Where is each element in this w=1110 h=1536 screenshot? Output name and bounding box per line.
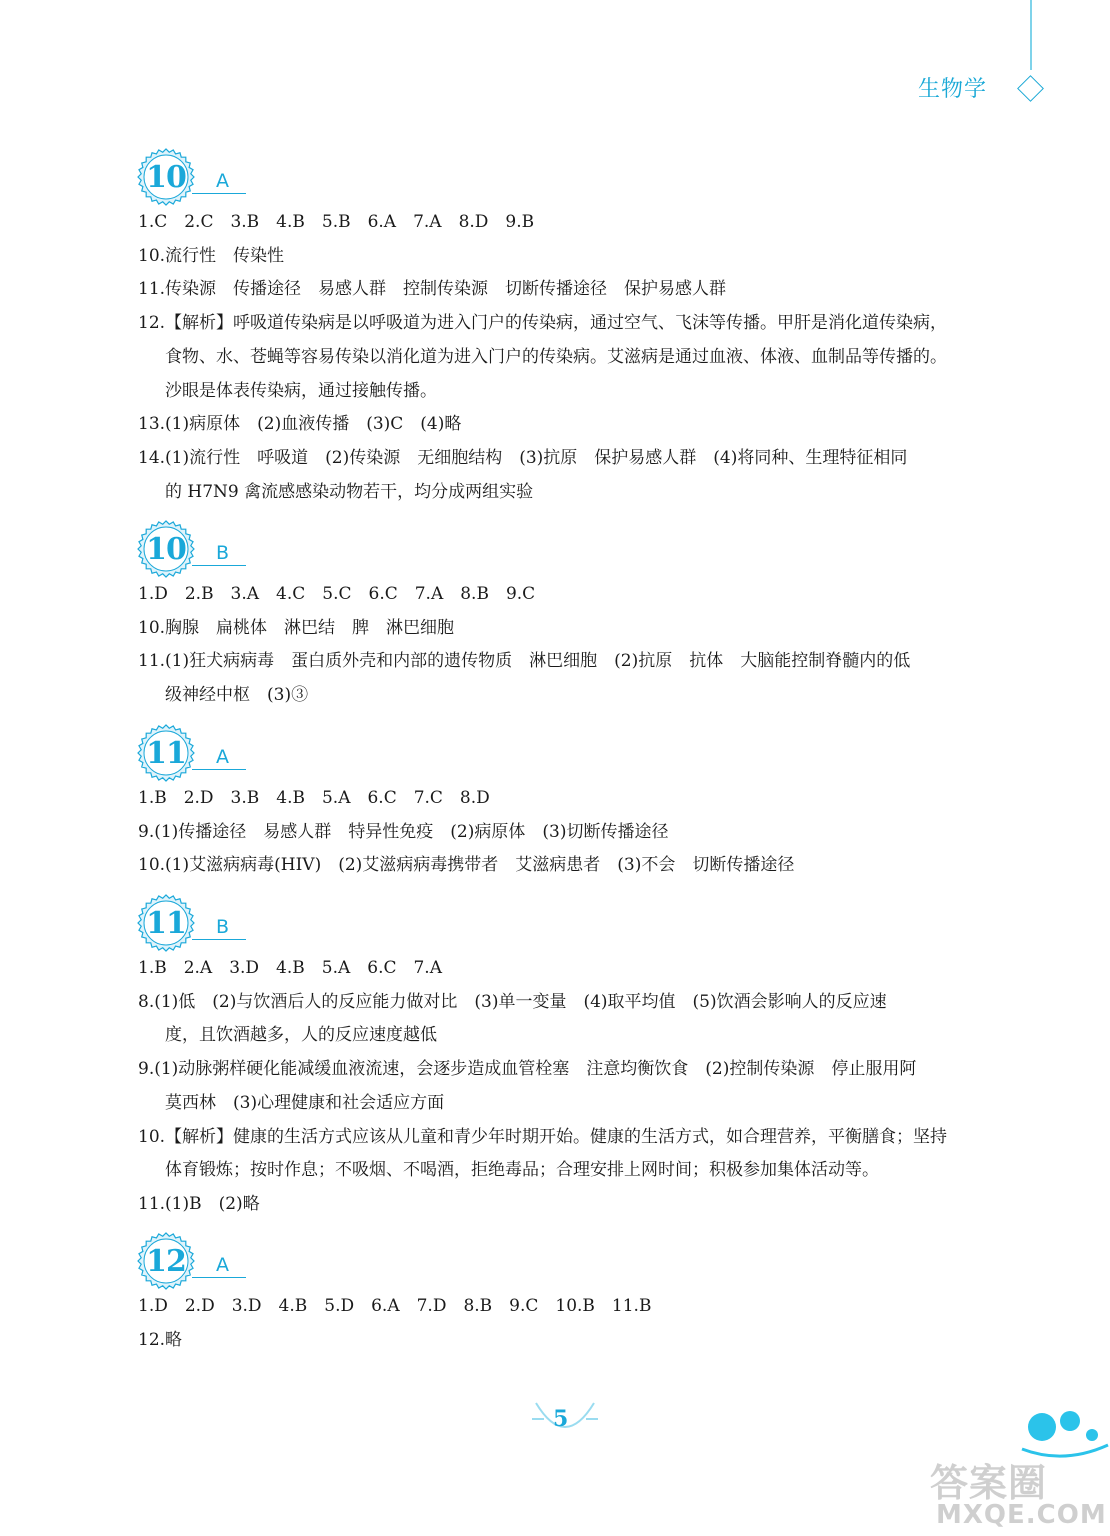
lesson-variant: B bbox=[216, 542, 230, 564]
lesson-number: 11 bbox=[146, 905, 186, 941]
answer-line: 的 H7N9 禽流感感染动物若干，均分成两组实验 bbox=[165, 481, 534, 502]
watermark-url: MXQE.COM bbox=[936, 1500, 1107, 1530]
subject-title: 生物学 bbox=[918, 77, 988, 102]
lesson-variant: A bbox=[216, 1254, 229, 1276]
answer-line: 10.(1)艾滋病病毒(HIV) (2)艾滋病病毒携带者 艾滋病患者 (3)不会 切断传播途径 bbox=[138, 855, 795, 876]
lesson-badge-icon bbox=[137, 894, 195, 952]
answer-line: 11.(1)狂犬病病毒 蛋白质外壳和内部的遗传物质 淋巴细胞 (2)抗原 抗体 大脑能控制脊髓内的低 bbox=[138, 651, 911, 672]
answer-line: 食物、水、苍蝇等容易传染以消化道为进入门户的传染病。艾滋病是通过血液、体液、血制品等传播的。 bbox=[165, 346, 947, 367]
lesson-badge-icon bbox=[137, 724, 195, 782]
answer-line: 14.(1)流行性 呼吸道 (2)传染源 无细胞结构 (3)抗原 保护易感人群 (4)将同种、生理特征相同 bbox=[138, 447, 908, 468]
lesson-variant: A bbox=[216, 170, 229, 192]
answer-line: 级神经中枢 (3)③ bbox=[165, 685, 309, 706]
answer-line: 12.【解析】呼吸道传染病是以呼吸道为进入门户的传染病，通过空气、飞沫等传播。甲肝是消化道传染病， bbox=[138, 313, 948, 334]
header-divider-line bbox=[1030, 0, 1032, 70]
lesson-number: 10 bbox=[146, 531, 186, 567]
lesson-number: 12 bbox=[146, 1243, 186, 1279]
lesson-number: 11 bbox=[146, 735, 186, 771]
answer-line: 13.(1)病原体 (2)血液传播 (3)C (4)略 bbox=[138, 414, 462, 435]
lesson-variant: B bbox=[216, 916, 230, 938]
answer-line: 10.流行性 传染性 bbox=[138, 245, 285, 266]
answer-line: 1.B 2.D 3.B 4.B 5.A 6.C 7.C 8.D bbox=[138, 788, 490, 808]
answer-line: 9.(1)传播途径 易感人群 特异性免疫 (2)病原体 (3)切断传播途径 bbox=[138, 821, 669, 842]
variant-underline bbox=[192, 193, 246, 194]
answer-line: 1.D 2.B 3.A 4.C 5.C 6.C 7.A 8.B 9.C bbox=[138, 584, 536, 604]
answer-line: 沙眼是体表传染病，通过接触传播。 bbox=[165, 380, 437, 401]
answer-line: 1.B 2.A 3.D 4.B 5.A 6.C 7.A bbox=[138, 958, 442, 978]
variant-underline bbox=[192, 939, 246, 940]
answer-line: 1.D 2.D 3.D 4.B 5.D 6.A 7.D 8.B 9.C 10.B 11.B bbox=[138, 1296, 652, 1316]
watermark-logo: 答案圈 bbox=[930, 1461, 1048, 1505]
answer-line: 10.胸腺 扁桃体 淋巴结 脾 淋巴细胞 bbox=[138, 617, 455, 638]
answer-line: 10.【解析】健康的生活方式应该从儿童和青少年时期开始。健康的生活方式，如合理营养，平衡膳食；坚持 bbox=[138, 1126, 948, 1147]
answer-line: 11.(1)B (2)略 bbox=[138, 1193, 260, 1214]
answer-line: 8.(1)低 (2)与饮酒后人的反应能力做对比 (3)单一变量 (4)取平均值 (5)饮酒会影响人的反应速 bbox=[138, 991, 887, 1012]
page-number: 5 bbox=[553, 1406, 569, 1432]
answer-line: 11.传染源 传播途径 易感人群 控制传染源 切断传播途径 保护易感人群 bbox=[138, 279, 727, 300]
variant-underline bbox=[192, 1277, 246, 1278]
answer-line: 莫西林 (3)心理健康和社会适应方面 bbox=[165, 1092, 445, 1113]
answer-line: 度，且饮酒越多，人的反应速度越低 bbox=[165, 1025, 437, 1046]
lesson-badge-icon bbox=[137, 1232, 195, 1290]
lesson-number: 10 bbox=[146, 159, 186, 195]
answer-line: 12.略 bbox=[138, 1329, 183, 1350]
answer-line: 体育锻炼；按时作息；不吸烟、不喝酒，拒绝毒品；合理安排上网时间；积极参加集体活动等。 bbox=[165, 1160, 879, 1181]
lesson-badge-icon bbox=[137, 148, 195, 206]
variant-underline bbox=[192, 769, 246, 770]
variant-underline bbox=[192, 565, 246, 566]
answer-line: 9.(1)动脉粥样硬化能减缓血液流速，会逐步造成血管栓塞 注意均衡饮食 (2)控制传染源 停止服用阿 bbox=[138, 1059, 917, 1080]
answer-line: 1.C 2.C 3.B 4.B 5.B 6.A 7.A 8.D 9.B bbox=[138, 212, 535, 232]
diamond-icon bbox=[1017, 75, 1044, 102]
lesson-badge-icon bbox=[137, 520, 195, 578]
lesson-variant: A bbox=[216, 746, 229, 768]
